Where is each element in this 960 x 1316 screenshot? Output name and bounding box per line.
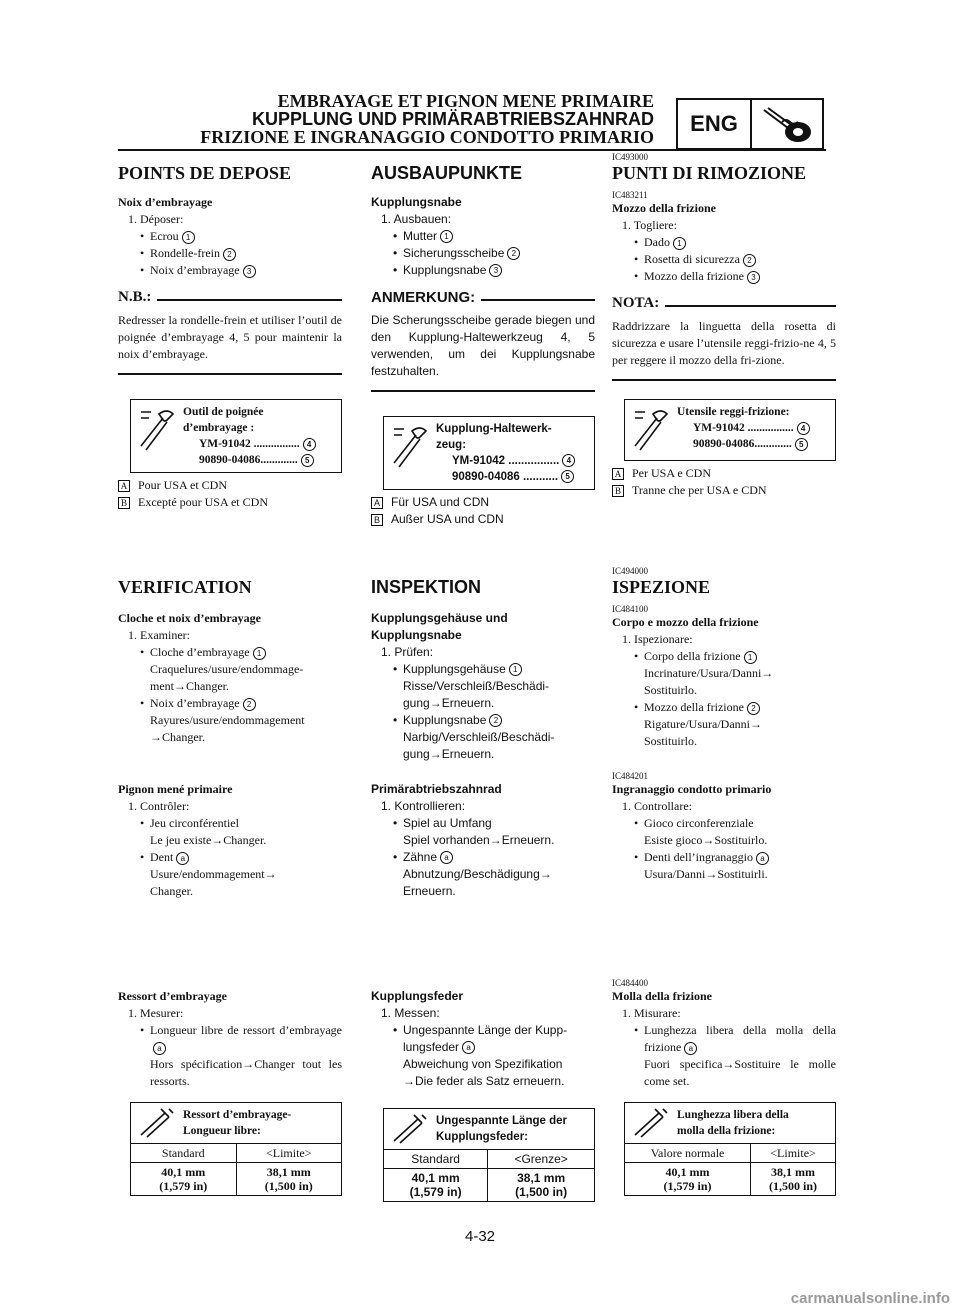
removal-fr <box>118 162 342 511</box>
ref-code: IC484201 <box>612 771 648 781</box>
note-body: Redresser la rondelle-frein et utiliser l’outil de poignée d’embrayage 4, 5 pour maintenir la noix d’embrayage. <box>118 313 342 361</box>
ref-code: IC484100 <box>612 604 648 614</box>
list-item: • Kupplungsnabe 3 <box>371 262 595 279</box>
subheading: Ressort d’embrayage <box>118 989 227 1003</box>
list-item: • Mozzo della frizione 3 <box>612 268 836 285</box>
tool-box <box>130 399 342 473</box>
ref-code: IC483211 <box>612 190 648 200</box>
subheading: Pignon mené primaire <box>118 782 233 796</box>
subheading: Corpo e mozzo della frizione <box>612 615 759 629</box>
note-rule <box>371 390 595 392</box>
list-item: • Corpo della frizione 1 <box>612 648 836 665</box>
header-title-de: KUPPLUNG UND PRIMÄRABTRIEBSZAHNRAD <box>252 109 654 129</box>
list-item: • Dent a <box>118 849 342 866</box>
eng-label: ENG <box>678 100 752 148</box>
removal-de <box>371 162 595 528</box>
section-title: ISPEZIONE <box>612 577 711 597</box>
list-item: • Noix d’embrayage 2 <box>118 695 342 712</box>
note-heading: NOTA: <box>612 295 836 312</box>
list-item: • Cloche d’embrayage 1 <box>118 644 342 661</box>
primary-gear-de: Primärabtriebszahnrad 1. Kontrollieren: • Spiel au Umfang Spiel vorhanden→Erneuern. • Zähne a Abnutzung/Beschädigung→ Erneuern. <box>371 781 595 900</box>
list-item: • Ecrou 1 <box>118 228 342 245</box>
step: 1. Ausbauen: <box>381 212 452 226</box>
list-item: • Mozzo della frizione 2 <box>612 699 836 716</box>
section-title: INSPEKTION <box>371 577 482 597</box>
section-title: AUSBAUPUNKTE <box>371 163 523 183</box>
step: 1. Messen: <box>381 1006 440 1020</box>
ref-b: B Tranne che per USA e CDN <box>612 482 836 499</box>
ref-b: B Außer USA und CDN <box>371 511 595 528</box>
ref-code: IC494000 <box>612 566 648 576</box>
inspection-de: INSPEKTION Kupplungsgehäuse und Kupplungsnabe 1. Prüfen: • Kupplungsgehäuse 1 Risse/Verschleiß/Beschädi- gung→Erneuern. • Kupplungsnabe 2 Narbig/Verschleiß/Beschädi- gung→Erneuern. <box>371 576 595 763</box>
callout-number: 2 <box>223 248 236 261</box>
spring-fr: Ressort d’embrayage 1. Mesurer: • Longueur libre de ressort d’embrayagea Hors spécification→Changer tout les ressorts. Ressort d’embrayage- Longueur libre: Standard <Limite> 40,1 mm (1,579 in) 38,1 mm (1,500 in) <box>118 988 342 1196</box>
ref-a: A Per USA e CDN <box>612 465 836 482</box>
measure-icon <box>137 1107 177 1139</box>
subheading: Noix d’embrayage <box>118 195 213 209</box>
tool-text: Kupplung-Haltewerk- zeug: YM-91042 ................ 4 90890-04086 ........... 5 <box>436 421 575 485</box>
list-item: • Ungespannte Länge der Kupp-lungsfeder a <box>371 1022 595 1056</box>
list-item: • Kupplungsgehäuse 1 <box>371 661 595 678</box>
page-number: 4-32 <box>464 1228 496 1245</box>
step: 1. Prüfen: <box>381 645 434 659</box>
ref-code: IC484400 <box>612 978 648 988</box>
subheading: Kupplungsnabe <box>371 195 462 209</box>
page-header <box>200 92 654 146</box>
measure-icon <box>631 1107 671 1139</box>
header-rule <box>118 149 826 151</box>
step: 1. Controllare: <box>622 799 692 813</box>
primary-gear-fr: Pignon mené primaire 1. Contrôler: • Jeu circonférentiel Le jeu existe→Changer. • Dent a Usure/endommagement→ Changer. <box>118 781 342 900</box>
list-item: • Rosetta di sicurezza 2 <box>612 251 836 268</box>
subheading: Mozzo della frizione <box>612 201 716 215</box>
tool-box <box>624 399 836 461</box>
ref-a: A Für USA und CDN <box>371 494 595 511</box>
list-item: • Denti dell’ingranaggio a <box>612 849 836 866</box>
removal-it <box>612 152 836 499</box>
spec-table: Lunghezza libera della molla della frizione: Valore normale <Limite> 40,1 mm (1,579 in) 38,1 mm (1,500 in) <box>624 1102 836 1196</box>
subheading: Kupplungsgehäuse und Kupplungsnabe <box>371 611 508 642</box>
note-heading: ANMERKUNG: <box>371 289 595 306</box>
inspection-it: IC494000 ISPEZIONE IC484100 Corpo e mozzo della frizione 1. Ispezionare: • Corpo della frizione 1 Incrinature/Usura/Danni→ Sostituirlo. • Mozzo della frizione 2 Rigature/Usura/Danni→ Sostituirlo. <box>612 566 836 750</box>
note-rule <box>118 373 342 375</box>
step: 1. Mesurer: <box>128 1006 184 1020</box>
watermark: carmanualsonline.info <box>790 1290 950 1307</box>
step: 1. Togliere: <box>622 218 677 232</box>
eng-badge <box>676 98 824 150</box>
list-item: • Sicherungsscheibe 2 <box>371 245 595 262</box>
list-item: • Zähne a <box>371 849 595 866</box>
ref-code: IC493000 <box>612 152 648 162</box>
step: 1. Misurare: <box>622 1006 681 1020</box>
list-item: • Spiel au Umfang <box>371 815 595 832</box>
tool-text: Utensile reggi-frizione: YM-91042 ................ 4 90890-04086............. 5 <box>677 404 810 452</box>
wrench-icon <box>137 406 177 456</box>
note-body: Die Scherungsscheibe gerade biegen und den Kupplung-Haltewerkzeug 4, 5 verwenden, um dei Kupplungsnabe festzuhalten. <box>371 313 595 378</box>
spec-table: Ressort d’embrayage- Longueur libre: Standard <Limite> 40,1 mm (1,579 in) 38,1 mm (1,500 in) <box>130 1102 342 1196</box>
spec-table: Ungespannte Länge der Kupplungsfeder: Standard <Grenze> 40,1 mm (1,579 in) 38,1 mm (1,500 in) <box>383 1108 595 1202</box>
subheading: Cloche et noix d’embrayage <box>118 611 261 625</box>
list-item: • Jeu circonférentiel <box>118 815 342 832</box>
step: 1. Examiner: <box>128 628 190 642</box>
primary-gear-it: IC484201 Ingranaggio condotto primario 1. Controllare: • Gioco circonferenziale Esiste gioco→Sostituirlo. • Denti dell’ingranaggio a Usura/Danni→Sostituirli. <box>612 771 836 883</box>
header-title-it: FRIZIONE E INGRANAGGIO CONDOTTO PRIMARIO <box>200 127 654 147</box>
callout-number: 1 <box>182 231 195 244</box>
tool-text: Outil de poignée d’embrayage : YM-91042 ................ 4 90890-04086............. 5 <box>183 404 316 468</box>
list-item: • Lunghezza libera della molla della frizione a <box>612 1022 836 1056</box>
ref-a: A Pour USA et CDN <box>118 477 342 494</box>
subheading: Ingranaggio condotto primario <box>612 782 772 796</box>
section-title: PUNTI DI RIMOZIONE <box>612 163 807 183</box>
subheading: Molla della frizione <box>612 989 712 1003</box>
step: 1. Contrôler: <box>128 799 190 813</box>
wrench-icon <box>390 423 430 473</box>
header-title-fr: EMBRAYAGE ET PIGNON MENE PRIMAIRE <box>277 91 654 111</box>
step: 1. Déposer: <box>128 212 184 226</box>
step: 1. Kontrollieren: <box>381 799 466 813</box>
section-title: POINTS DE DEPOSE <box>118 163 292 183</box>
list-item: • Gioco circonferenziale <box>612 815 836 832</box>
list-item: • Rondelle-frein 2 <box>118 245 342 262</box>
ref-b: B Excepté pour USA et CDN <box>118 494 342 511</box>
list-item: • Dado 1 <box>612 234 836 251</box>
list-item: • Noix d’embrayage 3 <box>118 262 342 279</box>
subheading: Kupplungsfeder <box>371 989 463 1003</box>
list-item: • Longueur libre de ressort d’embrayagea <box>118 1022 342 1056</box>
step: 1. Ispezionare: <box>622 632 693 646</box>
measure-icon <box>390 1113 430 1145</box>
note-heading: N.B.: <box>118 289 342 306</box>
subheading: Primärabtriebszahnrad <box>371 782 502 796</box>
wrench-icon <box>631 406 671 456</box>
callout-number: 3 <box>243 265 256 278</box>
engine-tool-icon <box>758 104 818 146</box>
spring-de: Kupplungsfeder 1. Messen: • Ungespannte Länge der Kupp-lungsfeder a Abweichung von Spezifikation →Die feder als Satz erneuern. Ungespannte Länge der Kupplungsfeder: Standard <Grenze> 40,1 mm (1,579 in) 38,1 mm (1,500 in) <box>371 988 595 1202</box>
note-rule <box>612 379 836 381</box>
tool-box <box>383 416 595 490</box>
section-title: VERIFICATION <box>118 577 252 597</box>
note-body: Raddrizzare la linguetta della rosetta di sicurezza e usare l’utensile reggi-frizio-ne 4, 5 per reggere il mozzo della fri-zione. <box>612 319 836 367</box>
spring-it: IC484400 Molla della frizione 1. Misurare: • Lunghezza libera della molla della frizione a Fuori specifica→Sostituire le molle come set. Lunghezza libera della molla della frizione: Valore normale <Limite> 40,1 mm (1,579 in) 38,1 mm (1,500 in) <box>612 978 836 1196</box>
inspection-fr: VERIFICATION Cloche et noix d’embrayage 1. Examiner: • Cloche d’embrayage 1 Craquelures/usure/endommage- ment→Changer. • Noix d’embrayage 2 Rayures/usure/endommagement →Changer. <box>118 576 342 746</box>
list-item: • Mutter 1 <box>371 228 595 245</box>
list-item: • Kupplungsnabe 2 <box>371 712 595 729</box>
